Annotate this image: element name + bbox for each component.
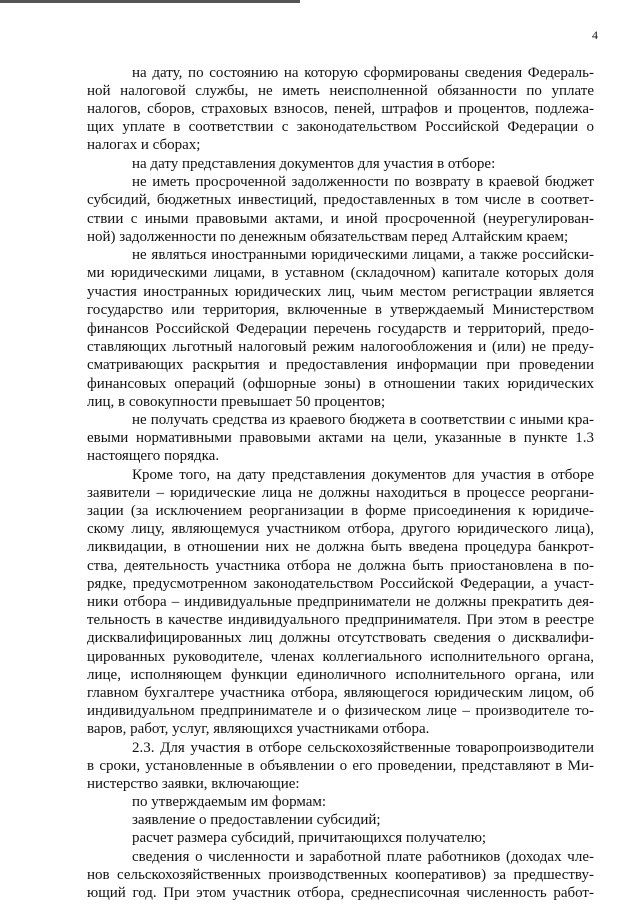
text-line: евыми нормативными правовыми актами на цели, указанные в пункте 1.3 [87,430,594,446]
text-line: финансов Российской Федерации перечень государств и территорий, предо- [87,321,594,337]
text-line: сведения о численности и заработной плате работников (доходах чле- [132,849,594,865]
text-line: налогах и сборах; [87,137,201,153]
text-line: заявители – юридические лица не должны находиться в процессе реоргани- [87,485,594,501]
text-line: скому лицу, являющемуся участником отбора, другого юридического лица), [87,521,594,537]
text-line: Кроме того, на дату представления документов для участия в отборе [132,467,594,483]
text-line: по утверждаемым им формам: [132,794,327,810]
text-line: щих уплате в соответствии с законодательством Российской Федерации о [87,119,594,135]
text-line: не являться иностранными юридическими лицами, а также российски- [132,247,594,263]
text-line: государство или территория, включенные в утверждаемый Министерством [87,302,594,318]
text-line: ющий год. При этом участник отбора, среднесписочная численность работ- [87,885,594,901]
text-line: в сроки, установленные в объявлении о его проведении, представляют в Ми- [87,758,594,774]
text-line: не получать средства из краевого бюджета в соответствии с иными кра- [132,412,594,428]
text-line: главном бухгалтере участника отбора, являющегося юридическим лицом, об [87,685,594,701]
text-line: участия иностранных юридических лиц, чьим местом регистрации является [87,284,594,300]
text-line: финансовых операций (офшорные зоны) в отношении таких юридических [87,376,594,392]
text-line: дисквалифицированных лиц должны отсутствовать сведения о дисквалифи- [87,630,594,646]
text-line: ной налоговой службы, не иметь неисполненной обязанности по уплате [87,83,594,99]
text-line: ми юридическими лицами, в уставном (складочном) капитале которых доля [87,265,594,281]
text-line: ной) задолженности по денежным обязательствам перед Алтайским краем; [87,229,569,245]
text-line: сматривающих раскрытия и предоставления информации при проведении [87,357,594,373]
text-line: ства, деятельность участника отбора не должна быть приостановлена в по- [87,558,594,574]
text-line: расчет размера субсидий, причитающихся получателю; [132,830,487,846]
text-line: нистерство заявки, включающие: [87,776,300,792]
text-line: налогов, сборов, страховых взносов, пеней, штрафов и процентов, подлежа- [87,101,594,117]
text-line: ставляющих льготный налоговый режим налогообложения и (или) не преду- [87,339,594,355]
text-line: заявление о предоставлении субсидий; [132,812,381,828]
text-line: лице, исполняющем функции единоличного исполнительного органа, или [87,667,594,683]
text-line: на дату представления документов для участия в отборе: [132,156,496,172]
text-line: тельность в качестве индивидуального предпринимателя. При этом в реестре [87,612,594,628]
text-line: цированных руководителе, членах коллегиального исполнительного органа, [87,649,594,665]
text-line: на дату, по состоянию на которую сформированы сведения Федераль- [132,65,594,81]
scan-top-rule [0,0,300,3]
text-line: настоящего порядка. [87,448,220,464]
page-number: 4 [592,28,598,42]
text-line: субсидий, бюджетных инвестиций, предоставленных в том числе в соответ- [87,192,594,208]
text-line: ликвидации, в отношении них не должна быть введена процедура банкрот- [87,539,594,555]
text-line: ники отбора – индивидуальные предприниматели не должны прекратить дея- [87,594,594,610]
text-line: 2.3. Для участия в отборе сельскохозяйственные товаропроизводители [132,740,594,756]
text-line: лиц, в совокупности превышает 50 процентов; [87,394,386,410]
text-line: варов, работ, услуг, являющихся участниками отбора. [87,721,430,737]
text-line: индивидуальном предпринимателе и о физическом лице – производителе то- [87,703,594,719]
text-line: ствии с иными правовыми актами, и иной просроченной (неурегулирован- [87,211,594,227]
text-line: не иметь просроченной задолженности по возврату в краевой бюджет [132,174,594,190]
text-line: зации (за исключением реорганизации в форме присоединения к юридиче- [87,503,594,519]
text-line: рядке, предусмотренном законодательством Российской Федерации, а участ- [87,576,594,592]
text-line: нов сельскохозяйственных производственных кооперативов) за предшеству- [87,867,594,883]
